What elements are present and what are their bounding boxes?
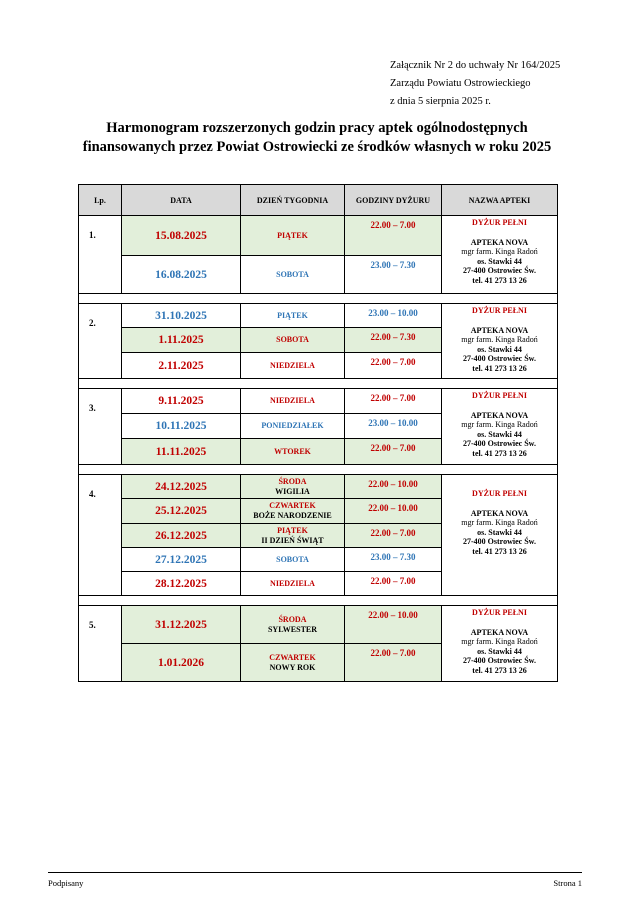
weekday-name: CZWARTEK [269, 501, 316, 510]
header-weekday: DZIEŃ TYGODNIA [241, 185, 345, 216]
table-row [79, 304, 558, 328]
pharmacy-phone: tel. 41 273 13 26 [472, 665, 527, 675]
date-cell: 15.08.2025 [122, 216, 241, 256]
hours-cell: 22.00 – 7.00 [345, 439, 442, 465]
table-row [79, 216, 558, 256]
weekday-cell [241, 548, 345, 572]
lp-cell: 4. [79, 475, 122, 596]
hours-cell: 22.00 – 10.00 [345, 499, 442, 524]
pharmacy-street: os. Stawki 44 [477, 256, 522, 266]
annex-header [390, 57, 560, 111]
duty-label: DYŻUR PEŁNI [472, 391, 527, 400]
hours-cell: 23.00 – 7.30 [345, 548, 442, 572]
header-pharmacy: NAZWA APTEKI [442, 185, 558, 216]
weekday-name: WTOREK [274, 446, 311, 456]
hours-cell: 22.00 – 10.00 [345, 475, 442, 499]
footer-divider [48, 872, 582, 873]
pharmacy-cell [442, 389, 558, 465]
lp-cell: 3. [79, 389, 122, 465]
hours-cell: 22.00 – 7.00 [345, 389, 442, 414]
footer-signed-label: Podpisany [48, 878, 84, 888]
holiday-name: SYLWESTER [267, 624, 318, 634]
date-cell: 1.11.2025 [122, 328, 241, 353]
weekday-name: PIĄTEK [277, 525, 308, 535]
pharmacy-name: APTEKA NOVA [470, 325, 529, 335]
pharmacy-owner: mgr farm. Kinga Radoń [461, 247, 538, 256]
group-spacer [79, 379, 558, 389]
annex-line-1: Załącznik Nr 2 do uchwały Nr 164/2025 [390, 60, 561, 71]
schedule-table [78, 184, 558, 682]
pharmacy-name: APTEKA NOVA [470, 508, 529, 518]
weekday-name: ŚRODA [278, 476, 307, 486]
pharmacy-cell [442, 606, 558, 682]
duty-label: DYŻUR PEŁNI [472, 608, 527, 617]
pharmacy-name: APTEKA NOVA [470, 627, 529, 637]
weekday-name: SOBOTA [276, 554, 309, 564]
date-cell: 31.10.2025 [122, 304, 241, 328]
weekday-cell [241, 256, 345, 294]
weekday-name: ŚRODA [278, 614, 307, 624]
hours-cell: 22.00 – 7.00 [345, 353, 442, 379]
hours-cell: 23.00 – 10.00 [345, 414, 442, 439]
annex-line-3: z dnia 5 sierpnia 2025 r. [390, 96, 491, 107]
duty-label: DYŻUR PEŁNI [472, 218, 527, 227]
date-cell: 25.12.2025 [122, 499, 241, 524]
group-spacer [79, 596, 558, 606]
date-cell: 28.12.2025 [122, 572, 241, 596]
holiday-name: NOWY ROK [269, 662, 316, 672]
table-row [79, 389, 558, 414]
weekday-cell [241, 475, 345, 499]
group-spacer [79, 294, 558, 304]
hours-cell: 22.00 – 7.30 [345, 328, 442, 353]
weekday-cell [241, 499, 345, 524]
pharmacy-phone: tel. 41 273 13 26 [472, 448, 527, 458]
date-cell: 2.11.2025 [122, 353, 241, 379]
pharmacy-cell [442, 475, 558, 596]
pharmacy-street: os. Stawki 44 [477, 344, 522, 354]
weekday-name: NIEDZIELA [270, 396, 315, 405]
hours-cell: 23.00 – 10.00 [345, 304, 442, 328]
pharmacy-name: APTEKA NOVA [470, 237, 529, 247]
hours-cell: 22.00 – 7.00 [345, 572, 442, 596]
date-cell: 10.11.2025 [122, 414, 241, 439]
pharmacy-street: os. Stawki 44 [477, 527, 522, 537]
pharmacy-city: 27-400 Ostrowiec Św. [463, 537, 536, 546]
hours-cell: 22.00 – 7.00 [345, 524, 442, 548]
weekday-cell [241, 439, 345, 465]
date-cell: 9.11.2025 [122, 389, 241, 414]
lp-cell: 5. [79, 606, 122, 682]
lp-cell: 2. [79, 304, 122, 379]
header-date: DATA [122, 185, 241, 216]
holiday-name: BOŻE NARODZENIE [253, 511, 332, 520]
document-title [0, 119, 634, 157]
pharmacy-cell [442, 304, 558, 379]
weekday-cell [241, 644, 345, 682]
date-cell: 24.12.2025 [122, 475, 241, 499]
date-cell: 27.12.2025 [122, 548, 241, 572]
weekday-name: NIEDZIELA [270, 578, 315, 588]
weekday-cell [241, 328, 345, 353]
weekday-name: SOBOTA [276, 335, 309, 344]
pharmacy-phone: tel. 41 273 13 26 [472, 363, 527, 373]
title-line-1: Harmonogram rozszerzonych godzin pracy aptek ogólnodostępnych [106, 120, 528, 136]
date-cell: 26.12.2025 [122, 524, 241, 548]
annex-line-2: Zarządu Powiatu Ostrowieckiego [390, 78, 531, 89]
weekday-name: PIĄTEK [277, 230, 308, 240]
table-row [79, 606, 558, 644]
weekday-cell [241, 606, 345, 644]
hours-cell: 22.00 – 7.00 [345, 644, 442, 682]
holiday-name: WIGILIA [275, 486, 310, 496]
weekday-cell [241, 524, 345, 548]
weekday-name: PONIEDZIAŁEK [261, 421, 324, 430]
hours-cell: 23.00 – 7.30 [345, 256, 442, 294]
hours-cell: 22.00 – 10.00 [345, 606, 442, 644]
weekday-cell [241, 353, 345, 379]
lp-cell: 1. [79, 216, 122, 294]
pharmacy-name: APTEKA NOVA [470, 410, 529, 420]
weekday-cell [241, 572, 345, 596]
holiday-name: II DZIEŃ ŚWIĄT [261, 535, 324, 545]
duty-label: DYŻUR PEŁNI [472, 306, 527, 315]
weekday-cell [241, 216, 345, 256]
group-spacer [79, 465, 558, 475]
pharmacy-owner: mgr farm. Kinga Radoń [461, 518, 538, 527]
pharmacy-owner: mgr farm. Kinga Radoń [461, 335, 538, 344]
footer-page-number: Strona 1 [553, 878, 582, 888]
weekday-name: PIĄTEK [277, 310, 308, 320]
pharmacy-phone: tel. 41 273 13 26 [472, 546, 527, 556]
pharmacy-cell [442, 216, 558, 294]
pharmacy-street: os. Stawki 44 [477, 429, 522, 439]
weekday-name: CZWARTEK [269, 652, 316, 662]
date-cell: 31.12.2025 [122, 606, 241, 644]
weekday-cell [241, 304, 345, 328]
pharmacy-city: 27-400 Ostrowiec Św. [463, 656, 536, 665]
weekday-cell [241, 389, 345, 414]
pharmacy-owner: mgr farm. Kinga Radoń [461, 637, 538, 646]
pharmacy-city: 27-400 Ostrowiec Św. [463, 354, 536, 363]
table-row [79, 475, 558, 499]
duty-label: DYŻUR PEŁNI [472, 489, 527, 498]
pharmacy-phone: tel. 41 273 13 26 [472, 275, 527, 285]
pharmacy-city: 27-400 Ostrowiec Św. [463, 266, 536, 275]
date-cell: 16.08.2025 [122, 256, 241, 294]
weekday-name: SOBOTA [276, 269, 309, 279]
weekday-cell [241, 414, 345, 439]
hours-cell: 22.00 – 7.00 [345, 216, 442, 256]
date-cell: 11.11.2025 [122, 439, 241, 465]
date-cell: 1.01.2026 [122, 644, 241, 682]
title-line-2: finansowanych przez Powiat Ostrowiecki ze środków własnych w roku 2025 [82, 139, 552, 155]
pharmacy-owner: mgr farm. Kinga Radoń [461, 420, 538, 429]
pharmacy-street: os. Stawki 44 [477, 646, 522, 656]
header-hours: GODZINY DYŻURU [345, 185, 442, 216]
table-header-row [79, 185, 558, 216]
pharmacy-city: 27-400 Ostrowiec Św. [463, 439, 536, 448]
weekday-name: NIEDZIELA [270, 360, 315, 370]
header-lp: Lp. [79, 185, 122, 216]
